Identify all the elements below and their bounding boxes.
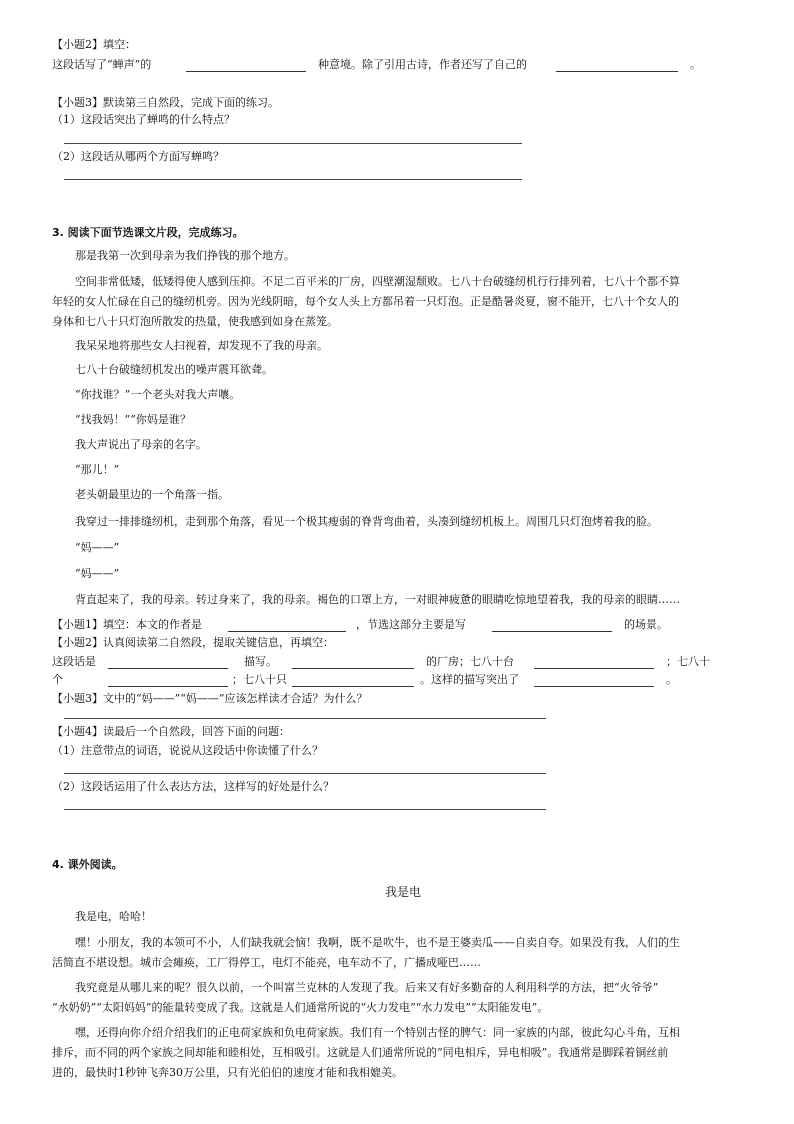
answer-blank[interactable] xyxy=(228,631,346,632)
answer-blank[interactable] xyxy=(556,71,678,72)
question-2-text: 个 xyxy=(52,673,63,686)
answer-blank[interactable] xyxy=(534,668,654,669)
article-line: 排斥，而不同的两个家族之间却能和睦相处，互相吸引。这就是人们通常所说的“同电相斥，异电相吸”。我通常是脚踩着铜丝前 xyxy=(52,1046,669,1059)
answer-blank[interactable] xyxy=(292,686,414,687)
section-4-heading: 4. 课外阅读。 xyxy=(52,858,123,871)
answer-line[interactable] xyxy=(64,179,522,180)
answer-blank[interactable] xyxy=(186,71,306,72)
article-title: 我是电 xyxy=(385,885,422,899)
article-line: 进的，最快时1秒钟飞奔30万公里，只有光伯伯的速度才能和我相媲美。 xyxy=(52,1066,403,1079)
passage-paragraph: “你找谁？”一个老头对我大声嚷。 xyxy=(75,388,241,401)
article-line: 嘿！小朋友，我的本领可不小，人们缺我就会恼！我啊，既不是吹牛，也不是王婆卖瓜——自卖自夸。如果没有我，人们的生 xyxy=(75,936,680,949)
question-2-text: 描写。 xyxy=(244,655,277,668)
article-line: 嘿，还得向你介绍介绍我们的正电荷家族和负电荷家族。我们有一个特别古怪的脾气：同一家族的内部，彼此勾心斗角，互相 xyxy=(75,1026,680,1039)
answer-blank[interactable] xyxy=(492,631,612,632)
question-1-text-end: 的场景。 xyxy=(624,618,668,631)
question-3-sub-1: （1）这段话突出了蝉鸣的什么特点？ xyxy=(52,113,235,126)
question-2-text: 的厂房；七八十台 xyxy=(426,655,514,668)
article-line: “水奶奶”“太阳妈妈”的能量转变成了我。这就是人们通常所说的“火力发电”“水力发电”“太阳能发电”。 xyxy=(52,1001,549,1014)
answer-blank[interactable] xyxy=(292,668,414,669)
answer-line[interactable] xyxy=(64,143,522,144)
question-2-text: 。这样的描写突出了 xyxy=(420,673,519,686)
passage-line: 年轻的女人忙碌在自己的缝纫机旁。因为光线阴暗，每个女人头上方都吊着一只灯泡。正是酷暑炎夏，窗不能开，七八十个女人的 xyxy=(52,295,679,308)
question-1-text-start: 【小题1】填空：本文的作者是 xyxy=(52,618,202,631)
answer-blank[interactable] xyxy=(534,686,654,687)
passage-paragraph: “那儿！” xyxy=(75,463,120,476)
section-3-heading: 3. 阅读下面节选课文片段，完成练习。 xyxy=(52,226,244,239)
passage-line: 空间非常低矮，低矮得使人感到压抑。不足二百平米的厂房，四壁潮湿颓败。七八十台破缝纫机行行排列着，七八十个都不算 xyxy=(75,275,680,288)
question-3-sub-2: （2）这段话从哪两个方面写蝉鸣？ xyxy=(52,150,224,163)
answer-blank[interactable] xyxy=(108,668,228,669)
article-paragraph: 我是电，哈哈！ xyxy=(75,910,152,923)
question-2-label: 【小题2】填空： xyxy=(52,38,136,51)
passage-line: 身体和七八十只灯泡所散发的热量，使我感到如身在蒸笼。 xyxy=(52,315,338,328)
question-4-sub-1: （1）注意带点的词语，说说从这段话中你读懂了什么？ xyxy=(52,744,323,757)
question-3-label: 【小题3】默读第三自然段，完成下面的练习。 xyxy=(52,96,279,109)
passage-paragraph: 七八十台破缝纫机发出的噪声震耳欲聋。 xyxy=(75,363,273,376)
question-2-text: 。 xyxy=(666,673,677,686)
article-line: 活简直不堪设想。城市会瘫痪，工厂得停工，电灯不能亮，电车动不了，广播成哑巴…… xyxy=(52,956,481,969)
article-line: 我究竟是从哪儿来的呢？很久以前，一个叫富兰克林的人发现了我。后来又有好多勤奋的人利用科学的方法，把“火爷爷” xyxy=(75,981,659,994)
passage-paragraph: 我呆呆地将那些女人扫视着，却发现不了我的母亲。 xyxy=(75,339,328,352)
question-2-text: ；七八十只 xyxy=(232,673,287,686)
question-2-text-end: 。 xyxy=(690,58,701,71)
passage-paragraph: “找我妈！”“你妈是谁？ xyxy=(75,413,191,426)
passage-paragraph: “妈——” xyxy=(75,541,120,554)
passage-paragraph: 老头朝最里边的一个角落一指。 xyxy=(75,488,229,501)
question-2-text-mid: 种意境。除了引用古诗，作者还写了自己的 xyxy=(318,58,527,71)
question-2-text: ；七八十 xyxy=(666,655,710,668)
passage-paragraph: 我大声说出了母亲的名字。 xyxy=(75,438,207,451)
passage-paragraph: 我穿过一排排缝纫机，走到那个角落，看见一个极其瘦弱的脊背弯曲着，头凑到缝纫机板上。周围几只灯泡烤着我的脸。 xyxy=(75,515,658,528)
answer-line[interactable] xyxy=(64,718,546,719)
question-2-text-start: 这段话写了“蝉声”的 xyxy=(52,58,152,71)
question-2-label: 【小题2】认真阅读第二自然段，提取关键信息，再填空： xyxy=(52,636,334,649)
passage-paragraph: 背直起来了，我的母亲。转过身来了，我的母亲。褐色的口罩上方，一对眼神疲惫的眼睛吃惊地望着我，我的母亲的眼睛…… xyxy=(75,593,680,606)
question-1-text-mid: ，节选这部分主要是写 xyxy=(356,618,466,631)
answer-blank[interactable] xyxy=(108,686,228,687)
question-3-text: 【小题3】文中的“妈——”“妈——”应该怎样读才合适？为什么？ xyxy=(52,692,368,705)
answer-line[interactable] xyxy=(64,773,546,774)
question-4-label: 【小题4】读最后一个自然段，回答下面的问题： xyxy=(52,725,290,738)
answer-line[interactable] xyxy=(64,809,546,810)
question-2-text: 这段话是 xyxy=(52,655,96,668)
passage-paragraph: 那是我第一次到母亲为我们挣钱的那个地方。 xyxy=(75,249,295,262)
passage-paragraph: “妈——” xyxy=(75,567,120,580)
question-4-sub-2: （2）这段话运用了什么表达方法，这样写的好处是什么？ xyxy=(52,780,334,793)
